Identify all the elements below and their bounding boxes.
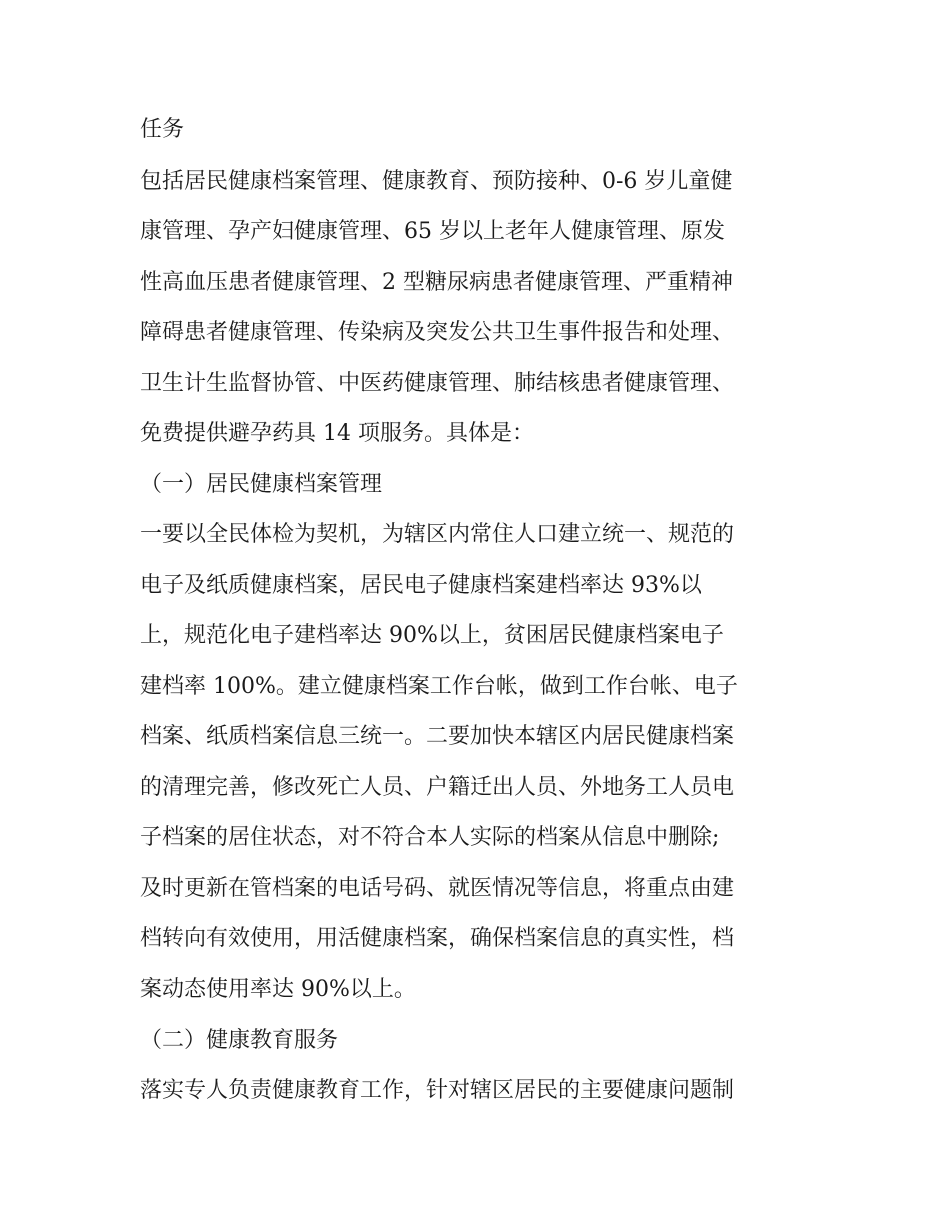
- paragraph-services-line: 性高血压患者健康管理、2 型糖尿病患者健康管理、严重精神: [140, 270, 733, 295]
- paragraph-services-line: 障碍患者健康管理、传染病及突发公共卫生事件报告和处理、: [140, 320, 735, 345]
- paragraph-education-line: 落实专人负责健康教育工作，针对辖区居民的主要健康问题制: [140, 1078, 735, 1103]
- heading-task: 任务: [140, 117, 185, 142]
- paragraph-records-line: 及时更新在管档案的电话号码、就医情况等信息，将重点由建: [140, 876, 735, 901]
- paragraph-records-line: 子档案的居住状态，对不符合本人实际的档案从信息中删除;: [140, 825, 720, 850]
- paragraph-records-line: 一要以全民体检为契机，为辖区内常住人口建立统一、规范的: [140, 522, 735, 547]
- paragraph-services-line: 康管理、孕产妇健康管理、65 岁以上老年人健康管理、原发: [140, 219, 725, 244]
- paragraph-services-line: 免费提供避孕药具 14 项服务。具体是：: [140, 421, 534, 446]
- section-heading-health-education: （二）健康教育服务: [140, 1028, 339, 1053]
- paragraph-records-line: 档转向有效使用，用活健康档案，确保档案信息的真实性，档: [140, 926, 735, 951]
- paragraph-records-line: 档案、纸质档案信息三统一。二要加快本辖区内居民健康档案: [140, 724, 735, 749]
- paragraph-records-line: 电子及纸质健康档案，居民电子健康档案建档率达 93%以: [140, 573, 702, 598]
- paragraph-records-line: 建档率 100%。建立健康档案工作台帐，做到工作台帐、电子: [140, 674, 738, 699]
- paragraph-services-line: 卫生计生监督协管、中医药健康管理、肺结核患者健康管理、: [140, 371, 735, 396]
- paragraph-records-line: 上，规范化电子建档率达 90%以上，贫困居民健康档案电子: [140, 623, 724, 648]
- paragraph-records-line: 的清理完善，修改死亡人员、户籍迁出人员、外地务工人员电: [140, 775, 735, 800]
- paragraph-records-line: 案动态使用率达 90%以上。: [140, 977, 416, 1002]
- section-heading-health-records: （一）居民健康档案管理: [140, 472, 383, 497]
- paragraph-services-line: 包括居民健康档案管理、健康教育、预防接种、0-6 岁儿童健: [140, 169, 733, 194]
